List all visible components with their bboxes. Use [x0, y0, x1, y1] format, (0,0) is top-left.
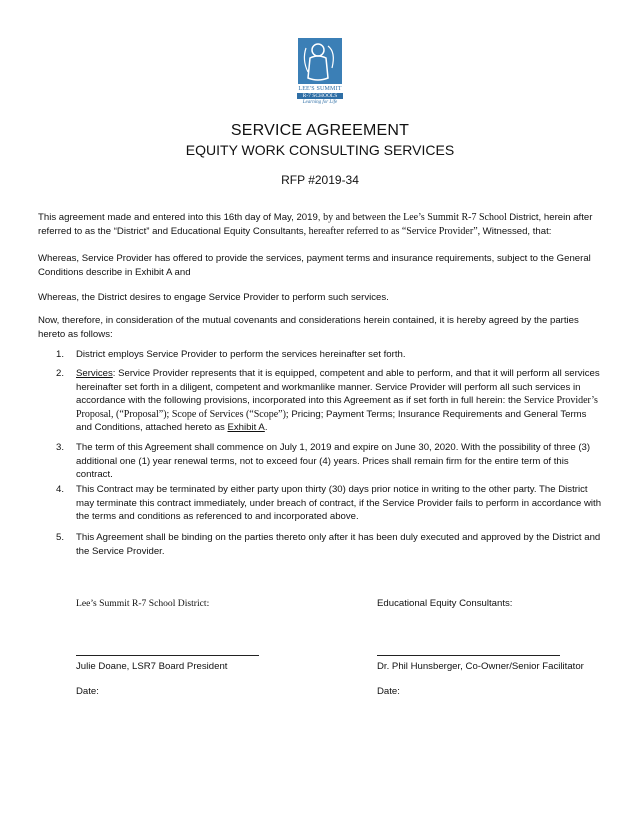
- right-signer-name: Dr. Phil Hunsberger, Co-Owner/Senior Facilitator: [377, 661, 584, 672]
- list-text: This Contract may be terminated by either party upon thirty (30) days prior notice in writing to the other party. The District may terminate this contract immediately, under breach of contract, if the Service Provider fails to perform in accordance with the terms and conditions as referenced to and incorporated above.: [76, 484, 602, 522]
- right-date-label: Date:: [377, 686, 400, 697]
- left-party-label: Lee’s Summit R-7 School District:: [76, 598, 210, 609]
- intro-text-a: This agreement made and entered into this 16th day of May, 2019,: [38, 212, 324, 223]
- district-logo: [297, 38, 343, 110]
- left-signer-name: Julie Doane, LSR7 Board President: [76, 661, 228, 672]
- left-date-label: Date:: [76, 686, 99, 697]
- whereas-paragraph-2: Whereas, the District desires to engage Service Provider to perform such services.: [38, 292, 389, 303]
- list-number: 2.: [56, 368, 65, 379]
- list-text: [76, 367, 604, 435]
- list-number: 5.: [56, 532, 65, 543]
- services-label: Services: [76, 368, 113, 379]
- intro-paragraph: [38, 211, 604, 238]
- list-text: This Agreement shall be binding on the parties thereto only after it has been duly executed and approved by the District and the Service Provider.: [76, 532, 601, 557]
- right-signature-line: [377, 655, 560, 656]
- services-text-d: .: [264, 422, 268, 433]
- logo-text-line2: R-7 SCHOOLS: [297, 93, 343, 99]
- list-text: The term of this Agreement shall commence on July 1, 2019 and expire on June 30, 2020. With the possibility of three (3) additional one (1) year renewal terms, not to exceed four (4) years. Prices shall remain firm for the entire term of this contract.: [76, 442, 591, 480]
- rfp-number: RFP #2019-34: [281, 173, 359, 187]
- school-logo-icon: [298, 38, 342, 84]
- left-signature-line: [76, 655, 259, 656]
- intro-consultant-name: Educational Equity Consultants: [170, 225, 304, 237]
- logo-tagline: Learning for Life: [302, 100, 338, 105]
- intro-text-b: by and between the Lee’s Summit R-7 School: [323, 212, 510, 223]
- list-number: 3.: [56, 442, 65, 453]
- intro-text-c: District, herein after referred to as the “District” and: [38, 212, 593, 237]
- intro-text-f: Witnessed, that:: [482, 225, 552, 237]
- document-subtitle: EQUITY WORK CONSULTING SERVICES: [185, 142, 455, 158]
- whereas-paragraph-1: Whereas, Service Provider has offered to provide the services, payment terms and insurance requirements, subject to the General Conditions describe in Exhibit A and: [38, 253, 591, 278]
- list-text: District employs Service Provider to perform the services hereinafter set forth.: [76, 349, 406, 360]
- logo-text-line1: LEE'S SUMMIT: [298, 86, 342, 92]
- services-text-b: Service Provider’s Proposal, (“Proposal”); Scope of Services (“Scope”);: [76, 395, 598, 420]
- list-number: 1.: [56, 349, 65, 360]
- right-party-label: Educational Equity Consultants:: [377, 598, 513, 609]
- services-text-a: : Service Provider represents that it is equipped, competent and able to perform, and that it will perform all services hereinafter set forth in a diligent, competent and workmanlike manner. Service Provider will perform all such services in accordance with the following provisions, incorporated into this Agreement as if set forth in full herein: the: [76, 368, 600, 406]
- now-therefore-paragraph: Now, therefore, in consideration of the mutual covenants and considerations herein contained, it is hereby agreed by the parties hereto as follows:: [38, 315, 579, 340]
- services-text-c: Pricing; Payment Terms; Insurance Requirements and General Terms and Conditions, attached hereto as: [76, 408, 587, 433]
- exhibit-a-link: Exhibit A: [227, 422, 265, 433]
- intro-text-e: , hereafter referred to as “Service Provider”,: [303, 225, 483, 237]
- document-title: SERVICE AGREEMENT: [230, 122, 410, 139]
- list-number: 4.: [56, 484, 65, 495]
